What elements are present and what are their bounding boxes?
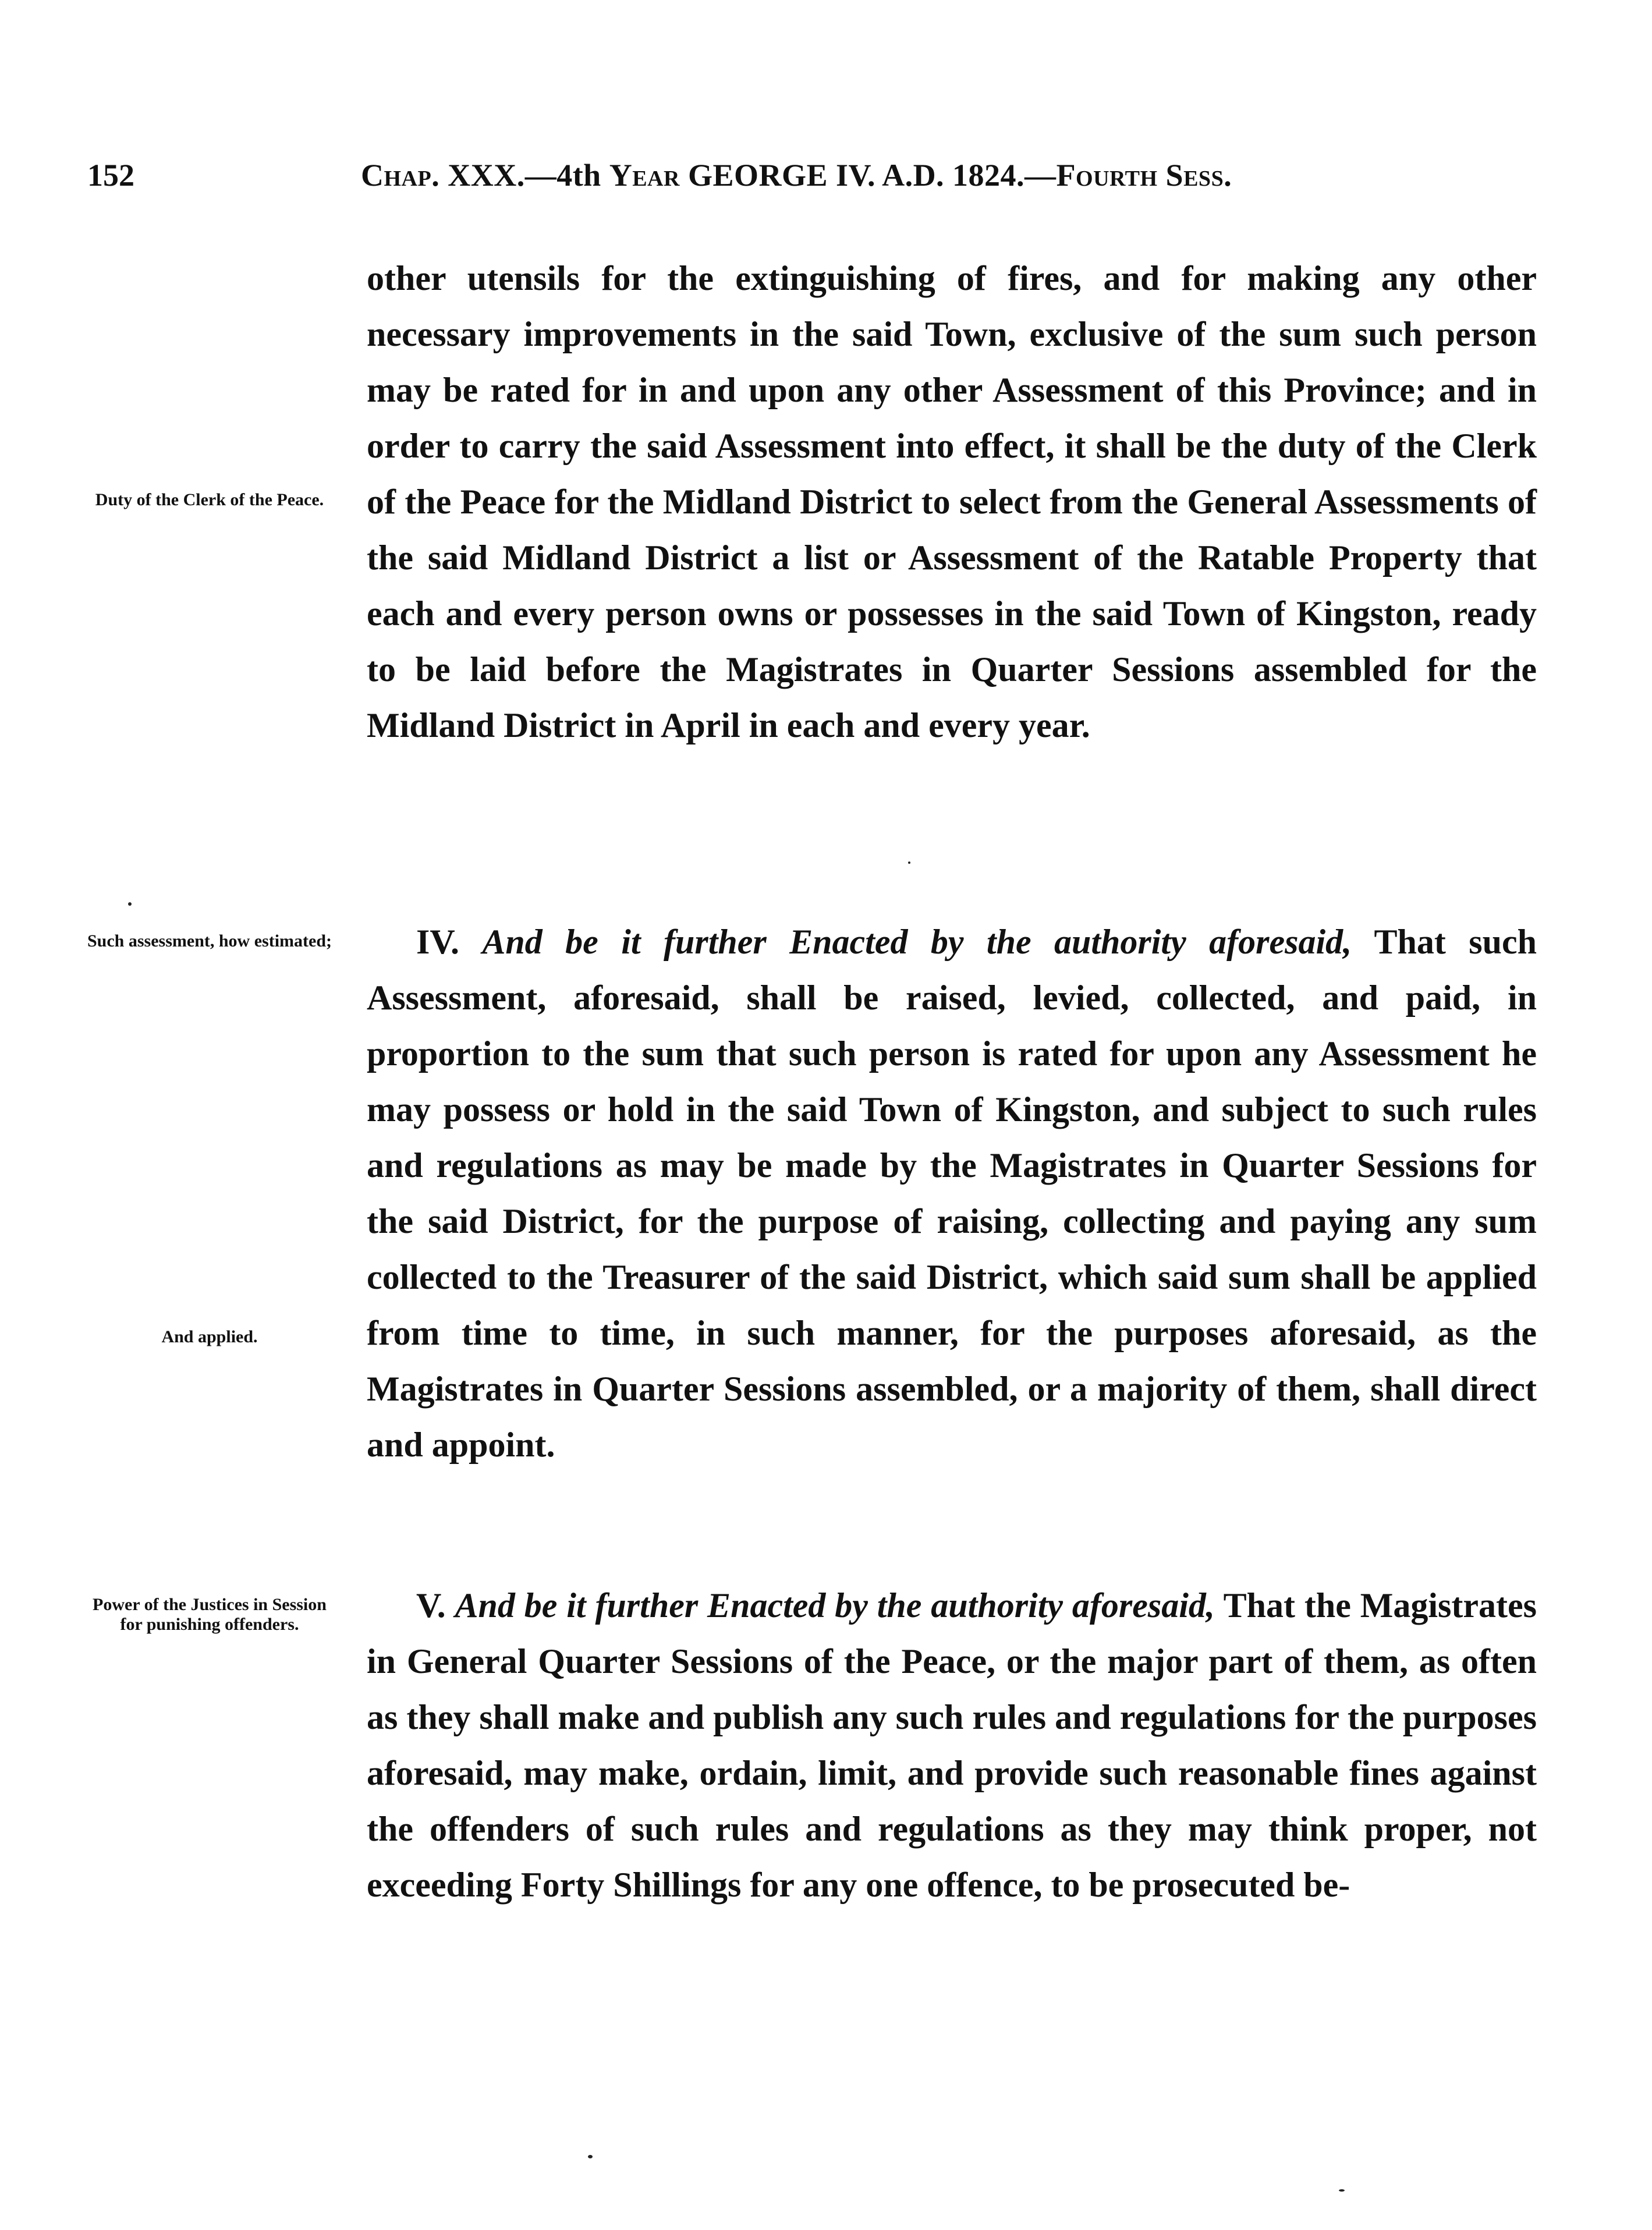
reign-label: GEORGE IV. A.D. 1824.—: [679, 158, 1057, 193]
section-v-text: That the Magistrates in General Quarter Sessions of the Peace, or the major part of them, as often as they shall make and publish any such rules and regulations for the purposes aforesaid, may make, ordain, limit, and provide such reasonable fines against the offenders of such rules and regulations as they may think proper, not exceeding Forty Shillings for any one offence, to be prosecuted be-: [367, 1586, 1537, 1904]
session-label: Fourth Sess.: [1056, 158, 1232, 193]
continuation-text: other utensils for the extinguishing of fires, and for making any other necessary improvements in the said Town, exclusive of the sum such person may be rated for in and upon any other Assessment of this Province; and in order to carry the said Assessment into effect, it shall be the duty of the Clerk of the Peace for the Midland District to select from the General Assessments of the said Midland District a list or Assessment of the Ratable Property that each and every person owns or possesses in the said Town of Kingston, ready to be laid before the Magistrates in Quarter Sessions assembled for the Midland District in April in each and every year.: [367, 259, 1537, 744]
page-header: [87, 157, 1560, 204]
section-iv-text-b: Treasurer of the said District, which said sum shall be applied from time to time, in such manner, for the purposes aforesaid, as the Magistrates in Quarter Sessions assembled, or a majority of them, shall direct and appoint.: [367, 1258, 1537, 1464]
margin-note-clerk-duty: Duty of the Clerk of the Peace.: [95, 490, 324, 509]
year-word: Year: [609, 158, 680, 193]
scan-speck: [588, 2155, 593, 2158]
chapter-label: Chap. XXX.: [361, 158, 525, 193]
section-iv-paragraph: [367, 914, 1537, 1473]
year-prefix: —4th: [524, 158, 609, 193]
section-v: [367, 1577, 1537, 1913]
margin-note-applied: And applied.: [161, 1327, 258, 1346]
scan-speck: [1339, 2189, 1345, 2192]
margin-note-justices-power: Power of the Justices in Session for punishing offenders.: [93, 1595, 327, 1634]
section-iv: [367, 914, 1537, 1473]
running-head: [361, 157, 1560, 193]
margin-note-assessment-estimated: Such assessment, how estimated;: [87, 931, 332, 951]
page-number: 152: [87, 158, 134, 193]
section-v-paragraph: [367, 1577, 1537, 1913]
section-iv-number: IV.: [416, 923, 459, 961]
continuation-paragraph: [367, 250, 1537, 753]
section-v-enacting-clause: And be it further Enacted by the authority aforesaid,: [455, 1586, 1215, 1625]
section-iv-enacting-clause: And be it further Enacted by the authority aforesaid,: [482, 923, 1352, 961]
scan-speck: [128, 902, 132, 906]
section-v-number: V.: [416, 1586, 446, 1625]
scan-speck: [908, 861, 910, 864]
section-iv-text-a: That such Assessment, aforesaid, shall be raised, levied, collected, and paid, in proportion to the sum that such person is rated for upon any Assessment he may possess or hold in the said Town of Kingston, and subject to such rules and regulations as may be made by the Magistrates in Quarter Sessions for the said District, for the purpose of raising, collecting and paying any sum collected to the: [367, 923, 1537, 1296]
